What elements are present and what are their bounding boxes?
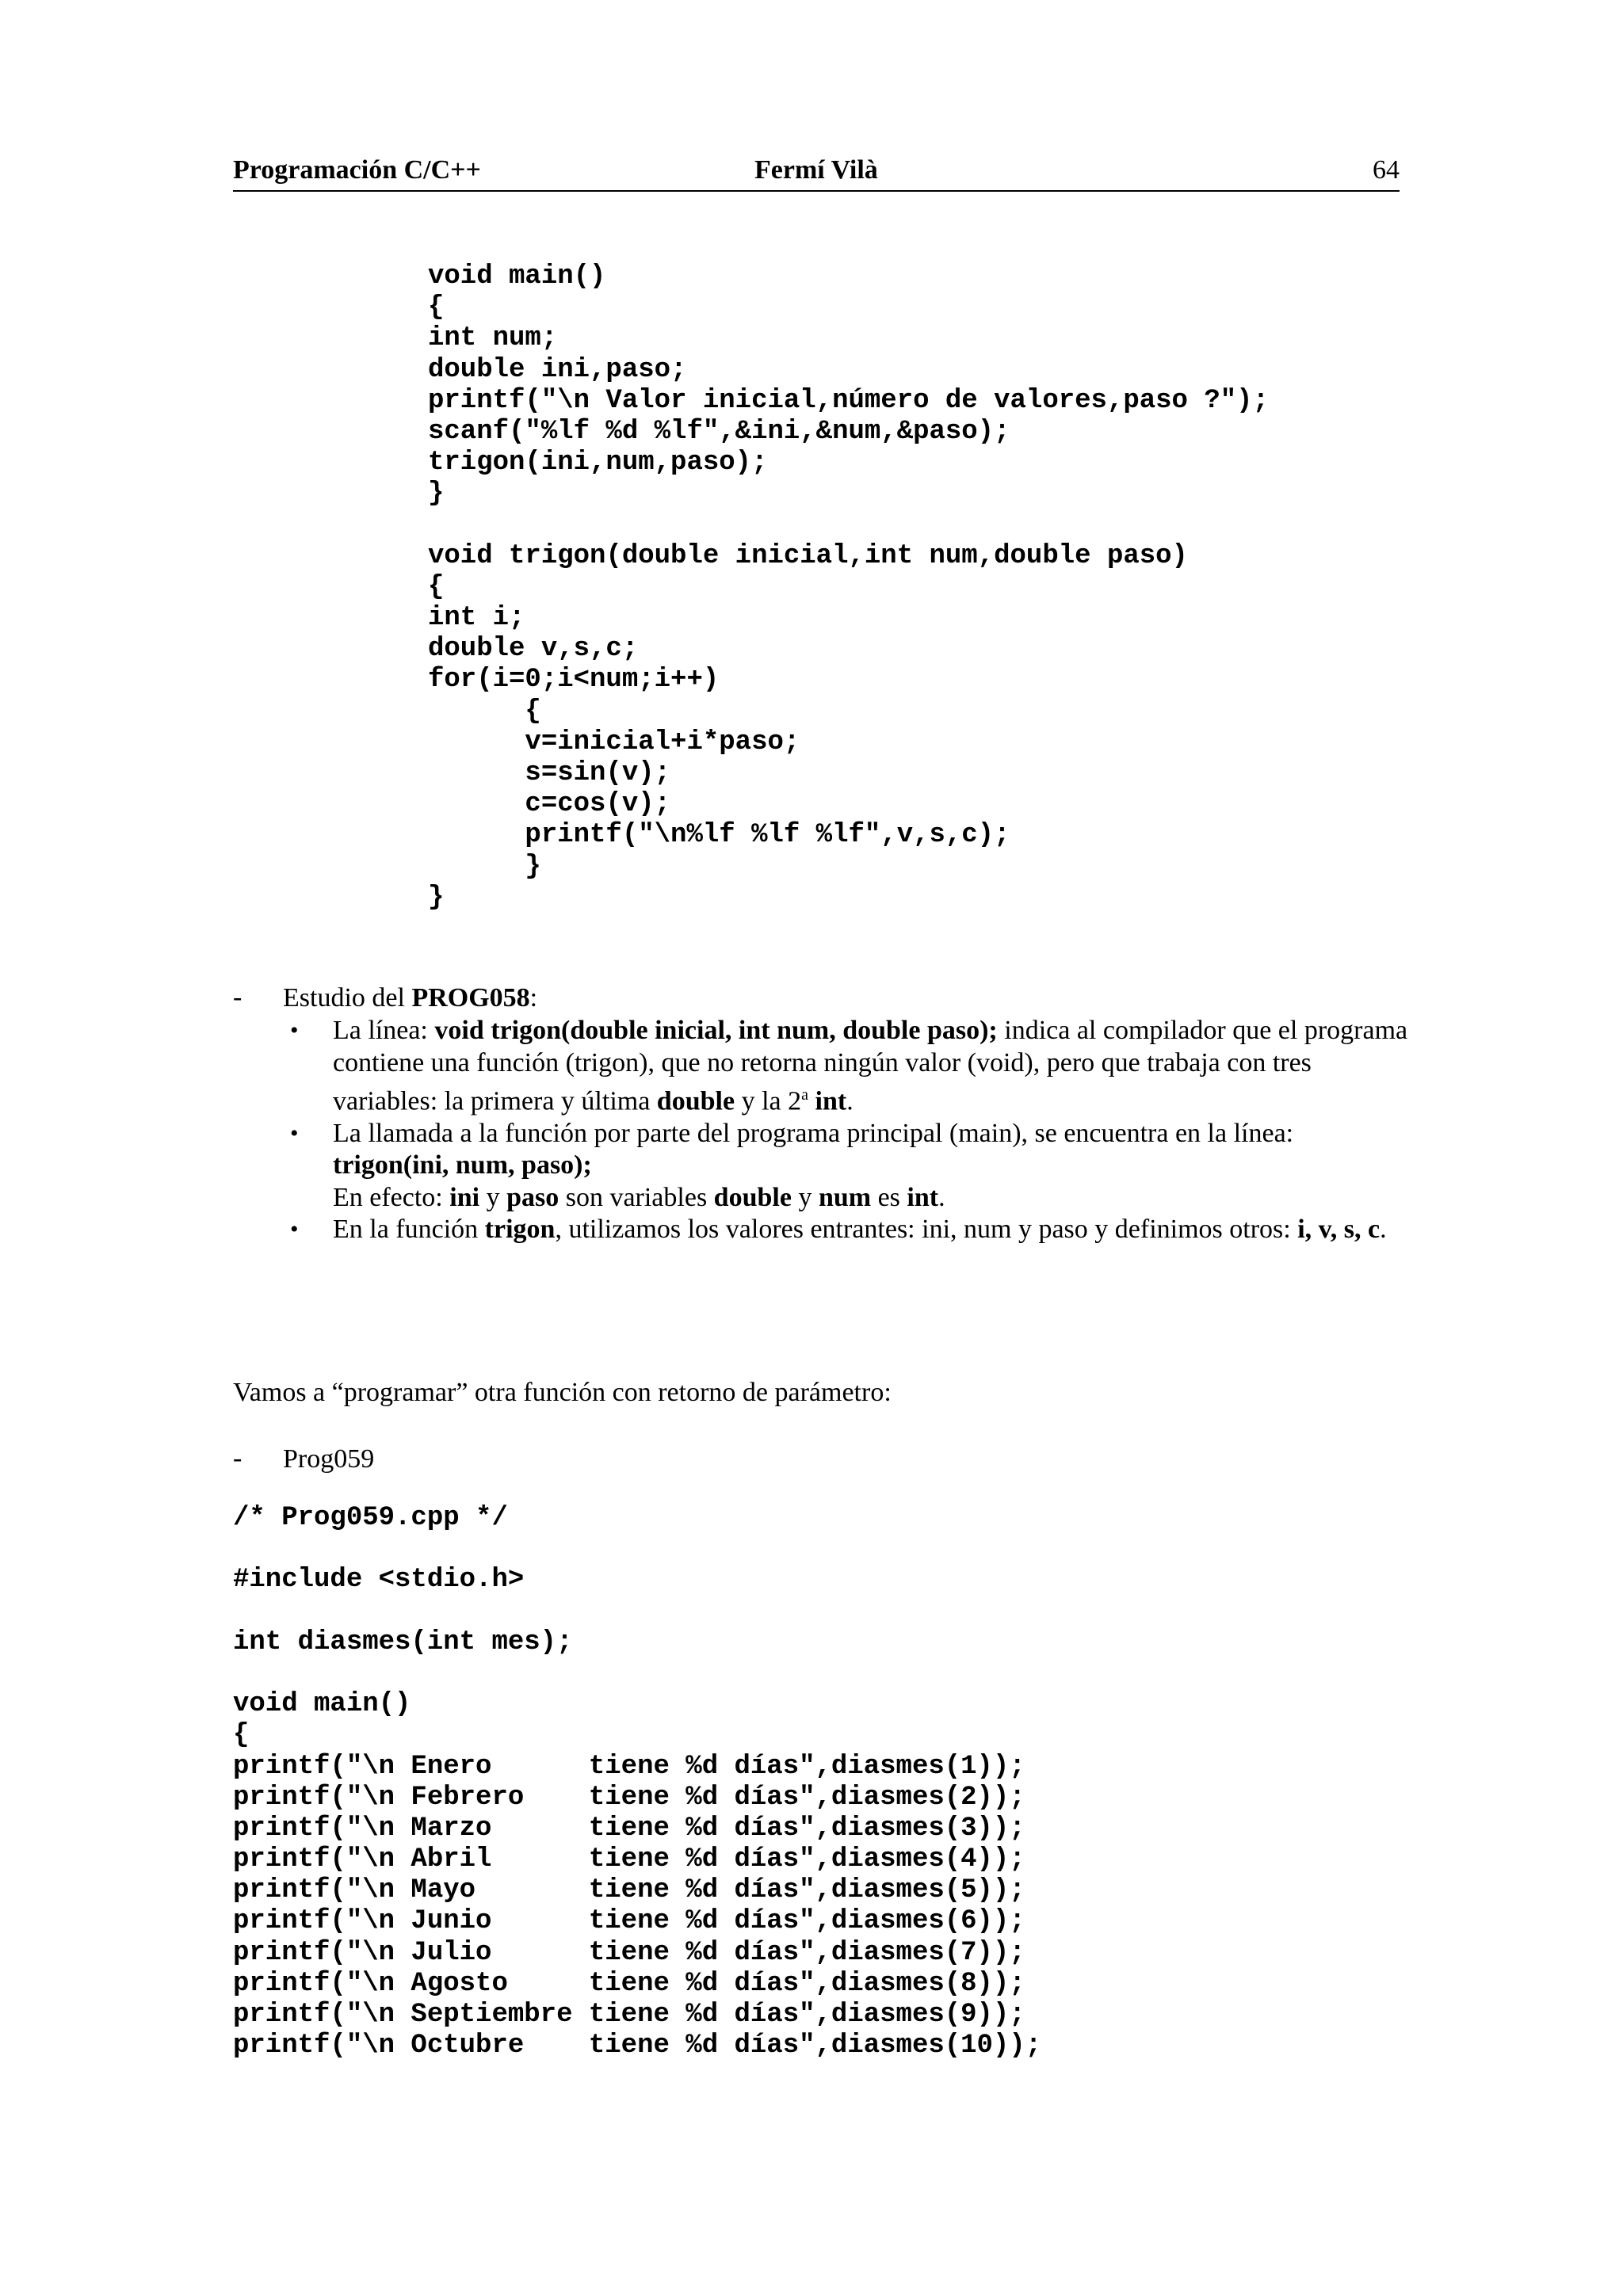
study-intro: Estudio del PROG058: [283, 983, 538, 1013]
code-line: printf("\n Valor inicial,número de valores,paso ?"); [428, 385, 1269, 416]
code-line: void main() [233, 1689, 411, 1720]
code-line: } [428, 851, 541, 882]
list-item: • En la función trigon, utilizamos los valores entrantes: ini, num y paso y definimos otros: i, v, s, c. [269, 1214, 1411, 1246]
code-line: int i; [428, 603, 525, 634]
code-line: printf("\n Agosto tiene %d días",diasmes(8)); [233, 1968, 1025, 1999]
header-title: Programación C/C++ [233, 155, 481, 185]
page-number: 64 [1373, 155, 1400, 185]
code-line [233, 1596, 1041, 1627]
page-header [233, 155, 1400, 192]
code-block-prog058 [428, 261, 1269, 913]
header-author: Fermí Vilà [754, 155, 878, 185]
code-line: printf("\n Julio tiene %d días",diasmes(7)); [233, 1937, 1025, 1968]
code-line: void trigon(double inicial,int num,double paso) [428, 540, 1188, 571]
code-line: /* Prog059.cpp */ [233, 1503, 508, 1533]
code-line [233, 1658, 1041, 1689]
section-intro: Vamos a “programar” otra función con retorno de parámetro: [233, 1378, 892, 1407]
code-block-prog059 [233, 1503, 1041, 2061]
code-line: c=cos(v); [428, 789, 671, 820]
code-line: } [428, 882, 445, 913]
code-line [428, 510, 1269, 541]
code-line: void main() [428, 261, 606, 292]
bullet-icon: • [290, 1119, 299, 1146]
study-bullet-list [269, 1015, 1411, 1246]
list-item: • La llamada a la función por parte del programa principal (main), se encuentra en la línea: trigon(ini, num, paso); En efecto: ini y paso son variables double y num es int. [290, 1118, 1294, 1212]
code-line: double ini,paso; [428, 354, 687, 385]
code-line [233, 1534, 1041, 1565]
code-line: s=sin(v); [428, 758, 671, 788]
code-line: printf("\n Octubre tiene %d días",diasmes(10)); [233, 2031, 1042, 2061]
bullet-icon: • [290, 1216, 299, 1243]
list-item: • La línea: void trigon(double inicial, int num, double paso); indica al compilador que el programa contiene una función (trigon), que no retorna ningún valor (void), pero que trabaja con tres variables: la primera y última double y la 2$^a$ int. [290, 1016, 1408, 1116]
code-line: printf("\n Febrero tiene %d días",diasmes(2)); [233, 1782, 1025, 1813]
code-line: { [428, 696, 541, 727]
code-line: double v,s,c; [428, 634, 639, 665]
code-line: printf("\n%lf %lf %lf",v,s,c); [428, 820, 1010, 851]
code-line: printf("\n Enero tiene %d días",diasmes(1)); [233, 1751, 1025, 1782]
code-line: printf("\n Septiembre tiene %d días",diasmes(9)); [233, 2000, 1025, 2030]
code-line: { [428, 292, 445, 323]
code-line: #include <stdio.h> [233, 1565, 525, 1596]
code-line: } [428, 479, 445, 509]
code-line: { [428, 571, 445, 602]
list-dash: - [233, 982, 242, 1012]
code-line: printf("\n Mayo tiene %d días",diasmes(5)); [233, 1875, 1025, 1906]
code-line: trigon(ini,num,paso); [428, 448, 768, 479]
code-line: for(i=0;i<num;i++) [428, 665, 720, 696]
code-line: int diasmes(int mes); [233, 1627, 573, 1657]
code-line: printf("\n Marzo tiene %d días",diasmes(3)); [233, 1813, 1025, 1844]
prog059-label: Prog059 [283, 1444, 375, 1474]
code-line: printf("\n Abril tiene %d días",diasmes(4)); [233, 1844, 1025, 1875]
code-line: printf("\n Junio tiene %d días",diasmes(6)); [233, 1906, 1025, 1937]
code-line: v=inicial+i*paso; [428, 727, 800, 757]
list-dash: - [233, 1444, 242, 1473]
code-line: int num; [428, 323, 558, 354]
bullet-icon: • [290, 1017, 299, 1043]
code-line: scanf("%lf %d %lf",&ini,&num,&paso); [428, 416, 1010, 447]
code-line: { [233, 1720, 250, 1751]
